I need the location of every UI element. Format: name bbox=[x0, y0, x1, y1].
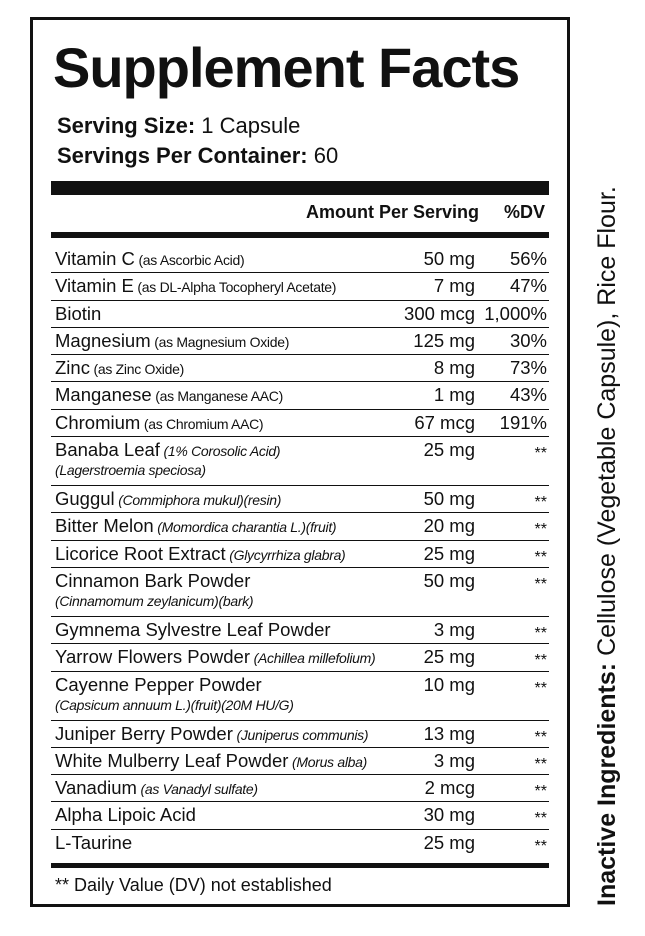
nutrient-dv: 56% bbox=[509, 248, 547, 269]
nutrient-dv: 73% bbox=[509, 357, 547, 379]
nutrient-dv: ** bbox=[534, 652, 547, 670]
nutrient-amount: 50 mg bbox=[423, 488, 475, 510]
nutrient-name bbox=[55, 439, 280, 462]
table-row bbox=[51, 486, 549, 513]
nutrient-name-text: Vanadium bbox=[55, 777, 137, 799]
nutrient-amount: 2 mcg bbox=[424, 777, 475, 799]
nutrient-name-text: Manganese bbox=[55, 384, 152, 406]
nutrient-detail: (as Chromium AAC) bbox=[140, 415, 264, 432]
table-row bbox=[51, 802, 549, 829]
nutrient-table bbox=[51, 246, 549, 857]
nutrient-name-text: Cayenne Pepper Powder bbox=[55, 673, 262, 695]
nutrient-name-text: Bitter Melon bbox=[55, 515, 154, 537]
nutrient-name-text: Vitamin E bbox=[55, 275, 134, 297]
inactive-ingredients-value: Cellulose (Vegetable Capsule), Rice Flour. bbox=[593, 186, 621, 663]
nutrient-detail-line2: (Capsicum annuum L.)(fruit)(20M HU/G) bbox=[55, 696, 294, 713]
nutrient-detail: (as Ascorbic Acid) bbox=[134, 252, 245, 268]
nutrient-amount: 25 mg bbox=[423, 831, 475, 853]
nutrient-amount: 25 mg bbox=[423, 646, 475, 668]
supplement-facts-panel bbox=[30, 17, 570, 907]
table-row bbox=[51, 410, 549, 437]
nutrient-name bbox=[55, 619, 331, 641]
table-row bbox=[51, 830, 549, 857]
nutrient-amount: 25 mg bbox=[423, 439, 475, 461]
table-row bbox=[51, 568, 549, 617]
nutrient-detail: (1% Corosolic Acid) bbox=[159, 443, 281, 460]
nutrient-name-text: Banaba Leaf bbox=[55, 439, 160, 461]
nutrient-name bbox=[55, 330, 289, 353]
table-row bbox=[51, 748, 549, 775]
nutrient-name-text: Yarrow Flowers Powder bbox=[55, 646, 250, 668]
serving-size-label: Serving Size: bbox=[57, 113, 196, 138]
table-row bbox=[51, 301, 549, 328]
nutrient-detail: (as DL-Alpha Tocopheryl Acetate) bbox=[133, 279, 337, 296]
nutrient-name bbox=[55, 357, 184, 380]
nutrient-name bbox=[55, 275, 336, 298]
nutrient-name bbox=[55, 303, 101, 325]
nutrient-name-text: Cinnamon Bark Powder bbox=[55, 569, 251, 591]
nutrient-detail: (as Zinc Oxide) bbox=[89, 361, 184, 378]
nutrient-name bbox=[55, 750, 367, 773]
nutrient-dv: ** bbox=[534, 679, 547, 697]
nutrient-detail-line2: (Cinnamomum zeylanicum)(bark) bbox=[55, 592, 254, 609]
table-row bbox=[51, 328, 549, 355]
panel-title: Supplement Facts bbox=[53, 36, 520, 99]
nutrient-name-text: White Mulberry Leaf Powder bbox=[55, 749, 289, 771]
nutrient-name-text: L-Taurine bbox=[55, 831, 133, 853]
table-row bbox=[51, 355, 549, 382]
nutrient-amount: 13 mg bbox=[423, 722, 475, 744]
table-row bbox=[51, 273, 549, 300]
nutrient-name bbox=[55, 723, 368, 746]
nutrient-amount: 7 mg bbox=[433, 275, 475, 297]
servings-per-container-value: 60 bbox=[307, 143, 339, 168]
nutrient-detail: (as Vanadyl sulfate) bbox=[136, 781, 258, 798]
nutrient-detail: (Glycyrrhiza glabra) bbox=[225, 546, 346, 563]
servings-per-container bbox=[57, 142, 338, 170]
nutrient-name bbox=[55, 515, 336, 538]
nutrient-detail: (Momordica charantia L.)(fruit) bbox=[153, 519, 337, 536]
nutrient-name-text: Licorice Root Extract bbox=[55, 542, 226, 564]
table-row bbox=[51, 246, 549, 273]
nutrient-amount: 3 mg bbox=[433, 749, 475, 771]
nutrient-amount: 30 mg bbox=[423, 804, 475, 826]
nutrient-name bbox=[55, 646, 375, 669]
nutrient-dv: ** bbox=[534, 521, 547, 539]
nutrient-dv: ** bbox=[534, 575, 547, 593]
table-row bbox=[51, 513, 549, 540]
nutrient-detail: (as Magnesium Oxide) bbox=[150, 333, 290, 350]
table-row bbox=[51, 437, 549, 486]
dv-footnote: ** Daily Value (DV) not established bbox=[55, 875, 332, 895]
table-row bbox=[51, 775, 549, 802]
nutrient-name-text: Gymnema Sylvestre Leaf Powder bbox=[55, 618, 331, 640]
nutrient-name-text: Juniper Berry Powder bbox=[55, 722, 233, 744]
nutrient-dv: ** bbox=[534, 445, 547, 463]
table-row bbox=[51, 541, 549, 568]
nutrient-name bbox=[55, 488, 281, 511]
nutrient-detail: (Juniperus communis) bbox=[232, 726, 369, 743]
table-row bbox=[51, 382, 549, 409]
amount-column-header: Amount Per Serving bbox=[305, 202, 479, 222]
nutrient-dv: ** bbox=[534, 548, 547, 566]
nutrient-dv: 43% bbox=[509, 384, 547, 406]
bottom-divider bbox=[51, 863, 549, 868]
nutrient-detail: (Morus alba) bbox=[288, 753, 367, 770]
nutrient-dv: 30% bbox=[509, 329, 547, 351]
nutrient-name-text: Magnesium bbox=[55, 329, 151, 351]
nutrient-dv: 1,000% bbox=[484, 302, 547, 324]
nutrient-name bbox=[55, 832, 132, 854]
nutrient-name bbox=[55, 804, 196, 826]
nutrient-name bbox=[55, 543, 345, 566]
nutrient-dv: ** bbox=[534, 728, 547, 746]
nutrient-detail-line2: (Lagerstroemia speciosa) bbox=[55, 462, 206, 479]
nutrient-name bbox=[55, 777, 258, 800]
nutrient-dv: ** bbox=[534, 837, 547, 855]
nutrient-amount: 3 mg bbox=[433, 618, 475, 640]
nutrient-name-text: Zinc bbox=[55, 357, 90, 379]
medium-divider bbox=[51, 232, 549, 238]
table-row bbox=[51, 617, 549, 644]
nutrient-detail: (as Manganese AAC) bbox=[151, 388, 283, 405]
inactive-ingredients-label: Inactive Ingredients: bbox=[593, 662, 621, 906]
thick-divider bbox=[51, 181, 549, 195]
table-row bbox=[51, 672, 549, 721]
table-row bbox=[51, 721, 549, 748]
serving-size bbox=[57, 112, 300, 140]
nutrient-amount: 1 mg bbox=[433, 384, 475, 406]
nutrient-amount: 300 mcg bbox=[404, 302, 475, 324]
dv-column-header: %DV bbox=[503, 202, 545, 222]
nutrient-name-text: Vitamin C bbox=[55, 248, 135, 269]
nutrient-name bbox=[55, 248, 244, 271]
nutrient-name bbox=[55, 570, 250, 592]
nutrient-dv: 47% bbox=[509, 275, 547, 297]
nutrient-amount: 20 mg bbox=[423, 515, 475, 537]
serving-size-value: 1 Capsule bbox=[195, 113, 301, 138]
nutrient-amount: 25 mg bbox=[423, 542, 475, 564]
nutrient-dv: ** bbox=[534, 810, 547, 828]
nutrient-name bbox=[55, 412, 263, 435]
nutrient-name-text: Alpha Lipoic Acid bbox=[55, 804, 196, 826]
nutrient-amount: 50 mg bbox=[423, 248, 475, 269]
nutrient-amount: 8 mg bbox=[433, 357, 475, 379]
nutrient-name-text: Biotin bbox=[55, 302, 102, 324]
nutrient-amount: 67 mcg bbox=[414, 411, 475, 433]
nutrient-dv: ** bbox=[534, 624, 547, 642]
table-row bbox=[51, 644, 549, 671]
nutrient-detail: (Achillea millefolium) bbox=[250, 650, 376, 667]
nutrient-name bbox=[55, 384, 283, 407]
inactive-ingredients bbox=[592, 186, 622, 906]
servings-per-container-label: Servings Per Container: bbox=[57, 143, 308, 168]
nutrient-dv: 191% bbox=[499, 411, 547, 433]
column-header bbox=[51, 202, 549, 228]
nutrient-dv: ** bbox=[534, 783, 547, 801]
nutrient-name bbox=[55, 674, 262, 696]
nutrient-dv: ** bbox=[534, 755, 547, 773]
nutrient-detail: (Commiphora mukul)(resin) bbox=[114, 492, 282, 509]
nutrient-amount: 10 mg bbox=[423, 673, 475, 695]
nutrient-amount: 50 mg bbox=[423, 569, 475, 591]
nutrient-amount: 125 mg bbox=[413, 329, 475, 351]
nutrient-name-text: Guggul bbox=[55, 488, 115, 510]
nutrient-name-text: Chromium bbox=[55, 411, 141, 433]
nutrient-dv: ** bbox=[534, 494, 547, 512]
